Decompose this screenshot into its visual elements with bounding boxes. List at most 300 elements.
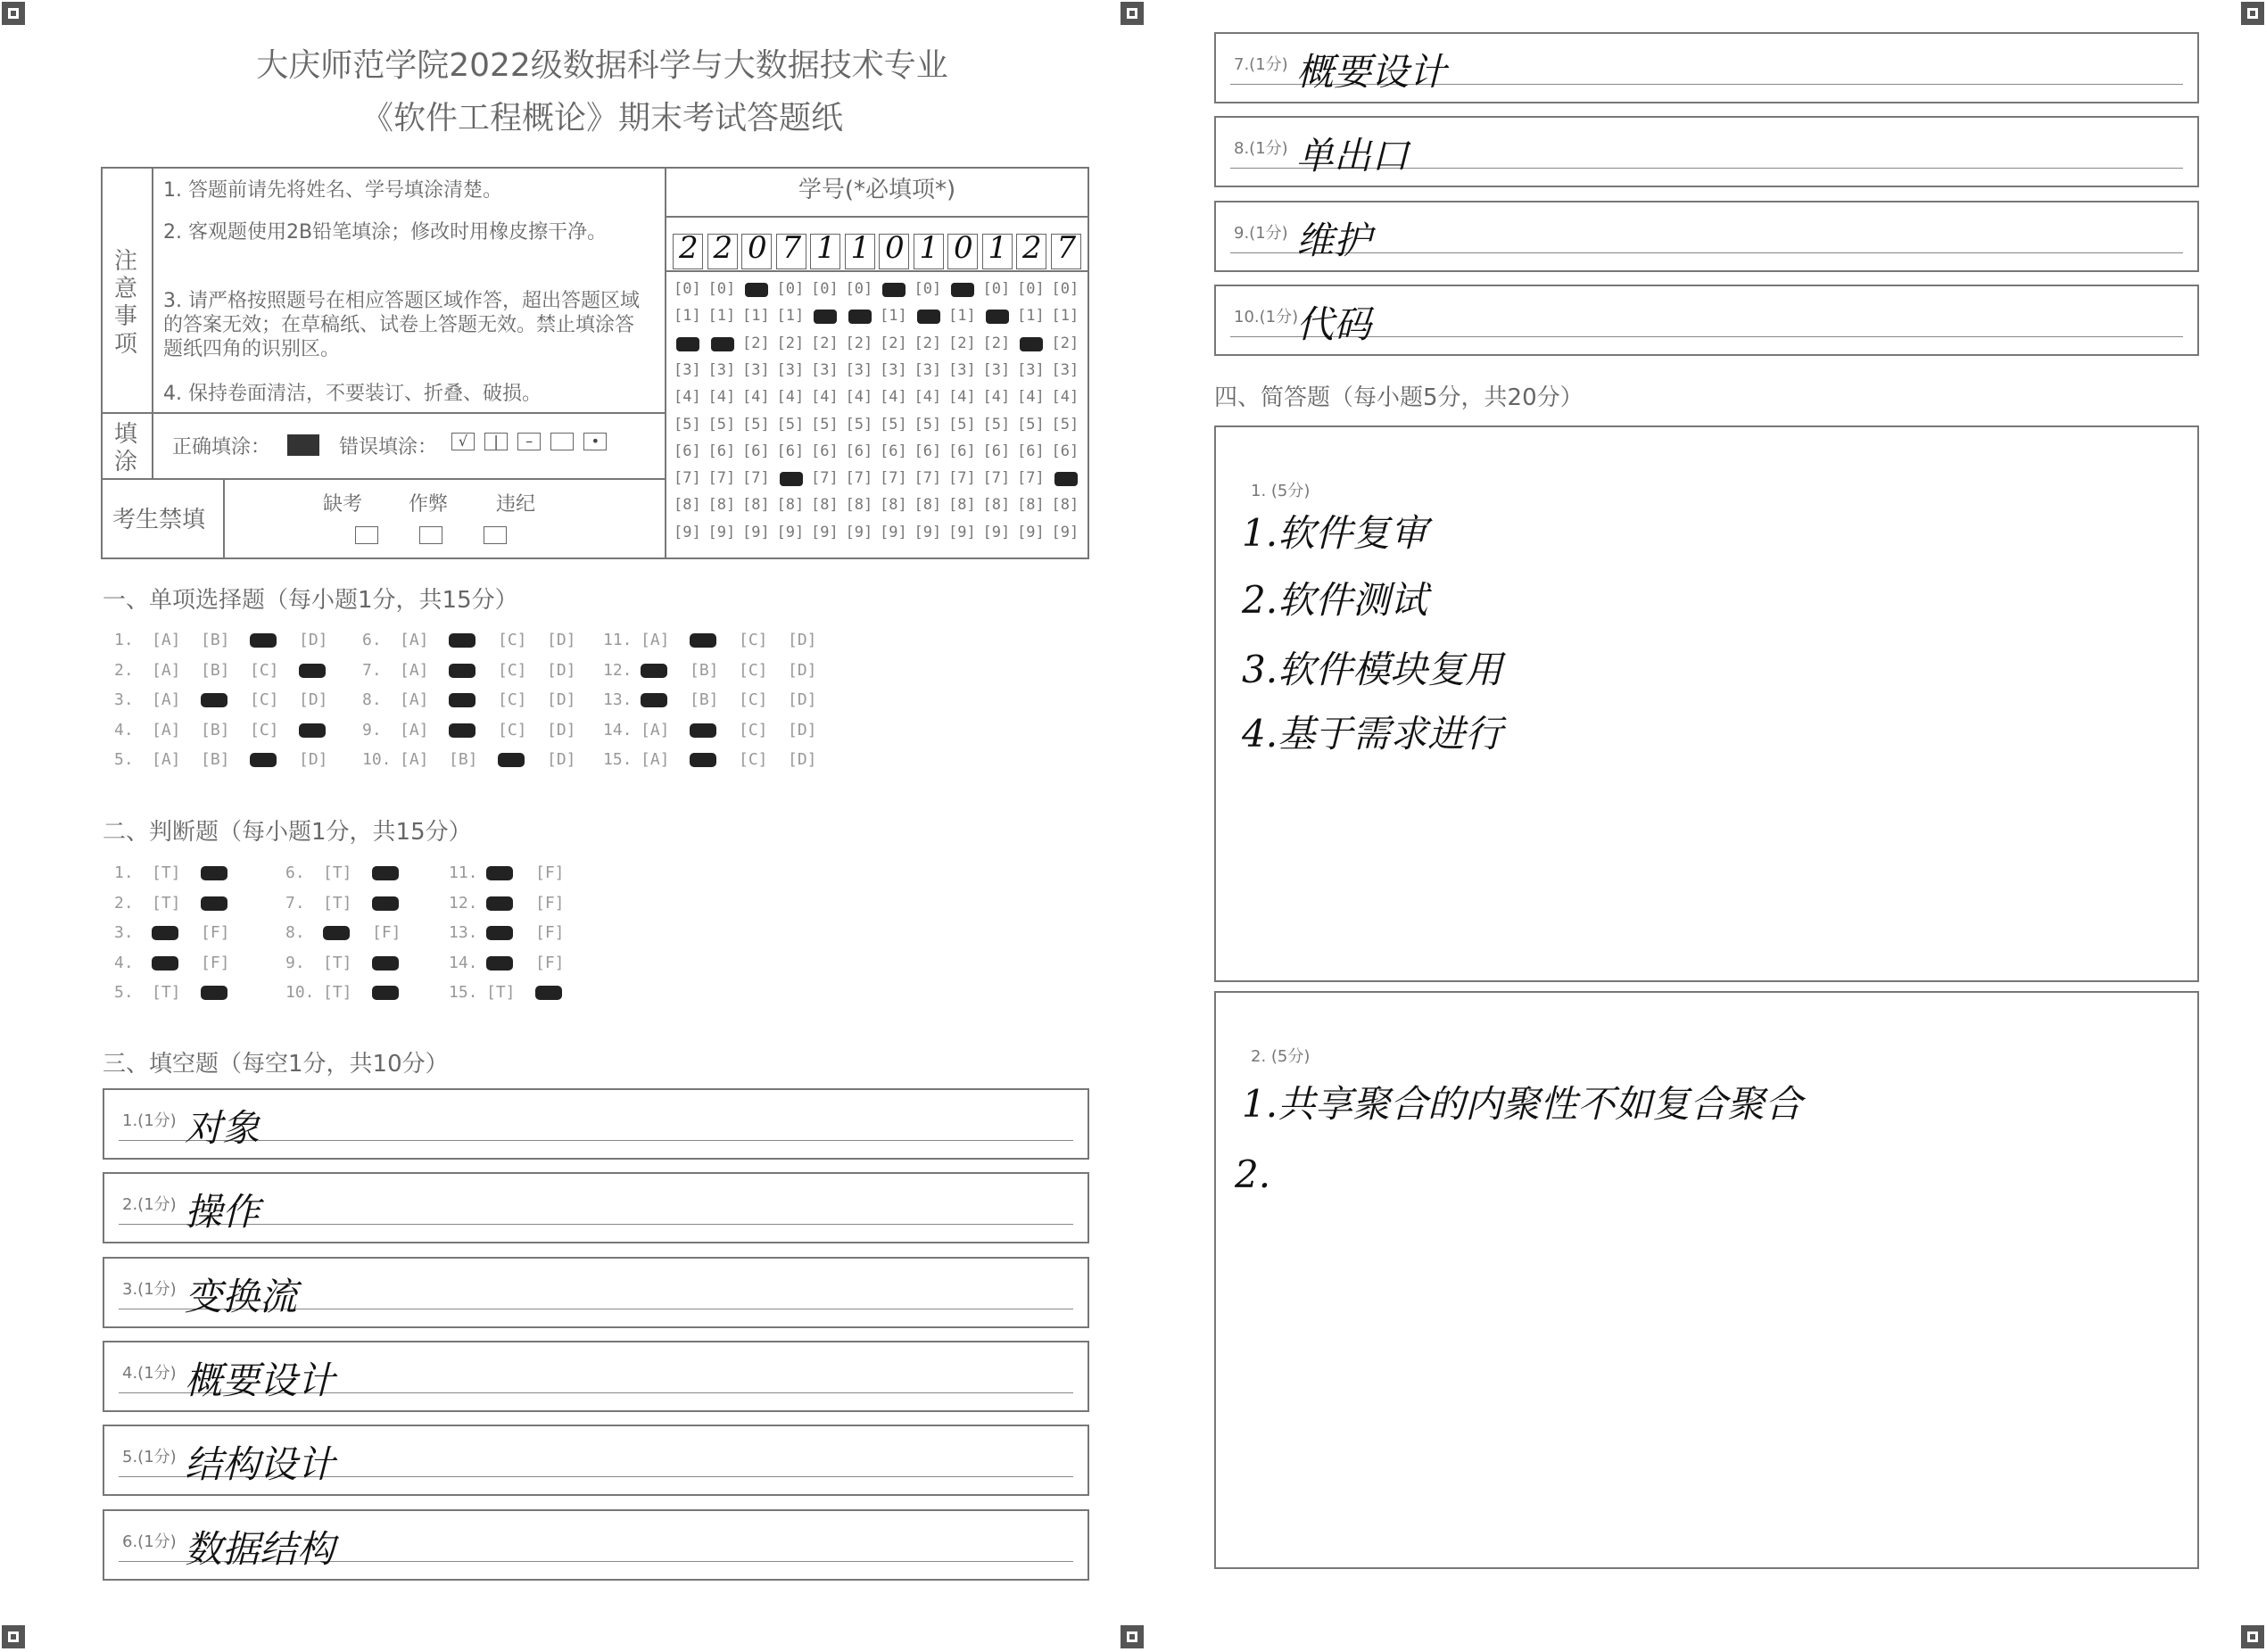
choice-question-number: 5. <box>114 750 134 770</box>
choice-option[interactable] <box>690 721 739 739</box>
student-id-bubble[interactable]: [6] <box>674 442 701 460</box>
student-id-bubble[interactable]: [1] <box>776 307 805 326</box>
judge-question-row <box>114 863 250 882</box>
choice-option[interactable] <box>690 661 739 680</box>
judge-question-number: 5. <box>114 983 134 1003</box>
student-id-bubble[interactable]: [7] <box>674 469 701 488</box>
student-id-bubble[interactable]: [0] <box>707 280 736 298</box>
student-id-bubble[interactable]: [7] <box>1017 469 1045 488</box>
choice-question-number: 14. <box>603 720 633 739</box>
choice-question-number: 15. <box>603 750 633 770</box>
choice-option-filled-mark <box>250 753 277 767</box>
choice-question-row <box>603 750 837 769</box>
student-id-bubble[interactable]: [1] <box>707 307 736 326</box>
student-id-bubble[interactable]: [9] <box>811 523 839 541</box>
judge-question-row <box>285 954 421 972</box>
choice-option-label: [A] <box>641 631 670 649</box>
student-id-bubble[interactable]: [0] <box>1051 280 1079 298</box>
student-id-bubble[interactable]: [6] <box>742 442 770 460</box>
choice-option-label: [A] <box>152 720 181 739</box>
choice-option[interactable] <box>547 690 596 709</box>
student-id-bubble-filled[interactable] <box>986 310 1009 324</box>
choice-option[interactable] <box>201 721 250 739</box>
student-id-bubble[interactable]: [2] <box>742 334 770 352</box>
wrong-fill-label: 错误填涂： <box>339 436 438 458</box>
student-id-bubble[interactable]: [3] <box>880 360 907 379</box>
proctor-checkbox-violation[interactable] <box>484 526 507 544</box>
choice-option[interactable] <box>498 750 547 769</box>
judge-option[interactable] <box>323 863 372 882</box>
student-id-bubble-filled[interactable] <box>780 472 803 486</box>
choice-option[interactable] <box>547 631 596 649</box>
student-id-bubble[interactable]: [2] <box>880 334 907 352</box>
student-id-bubble[interactable]: [6] <box>982 442 1011 460</box>
judge-question-row <box>285 894 421 913</box>
student-id-bubble-filled[interactable] <box>1020 337 1043 351</box>
student-id-bubble-filled[interactable] <box>1054 472 1078 486</box>
choice-option-label: [A] <box>400 720 429 739</box>
judge-option-filled-mark <box>535 986 562 1000</box>
student-id-bubble[interactable]: [2] <box>811 334 839 352</box>
student-id-bubble[interactable]: [2] <box>1051 334 1079 352</box>
choice-option[interactable] <box>547 661 596 680</box>
judge-question-row <box>285 983 421 1002</box>
judge-option[interactable] <box>201 894 250 913</box>
student-id-bubble[interactable]: [9] <box>742 523 770 541</box>
choice-question-row <box>114 750 348 769</box>
judge-option-label: [F] <box>535 953 565 972</box>
judge-option[interactable] <box>201 863 250 882</box>
judge-question-row <box>114 923 250 942</box>
student-id-bubble[interactable]: [0] <box>776 280 805 298</box>
student-id-bubble[interactable]: [3] <box>1017 360 1045 379</box>
student-id-bubble[interactable]: [9] <box>914 523 942 541</box>
registration-mark-bottom-left <box>2 1625 25 1648</box>
registration-mark-bottom-right <box>2241 1625 2264 1648</box>
student-id-bubble[interactable]: [5] <box>880 415 907 434</box>
student-id-bubble-filled[interactable] <box>882 283 906 297</box>
choice-option-label: [D] <box>788 750 817 770</box>
student-id-bubble[interactable]: [7] <box>742 469 770 488</box>
student-id-bubble[interactable]: [7] <box>707 469 736 488</box>
student-id-digit: 7 <box>1056 230 1077 266</box>
student-id-bubble[interactable]: [3] <box>845 360 873 379</box>
choice-option-label: [C] <box>250 690 279 710</box>
judge-option[interactable] <box>152 923 201 942</box>
student-id-bubble[interactable]: [2] <box>914 334 942 352</box>
student-id-bubble[interactable]: [7] <box>982 469 1011 488</box>
student-id-bubble[interactable]: [6] <box>776 442 805 460</box>
choice-option[interactable] <box>400 750 449 769</box>
judge-option-label: [T] <box>323 983 352 1003</box>
student-id-bubble[interactable]: [6] <box>845 442 873 460</box>
judge-option[interactable] <box>372 863 421 882</box>
proctor-label: 考生禁填 <box>112 507 206 533</box>
judge-option[interactable] <box>323 923 372 942</box>
choice-option[interactable] <box>449 750 498 769</box>
student-id-bubble[interactable]: [9] <box>1017 523 1045 541</box>
choice-option-filled-mark <box>690 753 716 767</box>
choice-option[interactable] <box>400 721 449 739</box>
student-id-bubble[interactable]: [5] <box>948 415 976 434</box>
student-id-bubble[interactable]: [8] <box>811 496 839 515</box>
choice-option[interactable] <box>152 690 201 709</box>
student-id-bubble[interactable]: [7] <box>811 469 839 488</box>
judge-question-row <box>114 894 250 913</box>
judge-option-label: [F] <box>372 923 401 943</box>
choice-option[interactable] <box>547 721 596 739</box>
judge-question-row <box>449 923 584 942</box>
choice-option[interactable] <box>449 721 498 739</box>
student-id-bubble[interactable]: [4] <box>982 388 1011 407</box>
judge-question-number: 4. <box>114 953 134 972</box>
student-id-bubble[interactable]: [3] <box>776 360 805 379</box>
student-id-bubble[interactable]: [9] <box>674 523 701 541</box>
student-id-bubble[interactable]: [1] <box>674 307 701 326</box>
judge-option[interactable] <box>372 923 421 942</box>
student-id-bubble[interactable]: [0] <box>811 280 839 298</box>
student-id-bubble[interactable]: [6] <box>1017 442 1045 460</box>
choice-option[interactable] <box>299 690 348 709</box>
choice-option-label: [C] <box>739 660 768 680</box>
choice-question-number: 6. <box>362 631 382 649</box>
student-id-digit: 2 <box>679 230 699 266</box>
student-id-bubble[interactable]: [8] <box>742 496 770 515</box>
choice-option-filled-mark <box>201 693 227 707</box>
choice-option[interactable] <box>449 690 498 709</box>
student-id-bubble[interactable]: [6] <box>948 442 976 460</box>
choice-option-label: [A] <box>400 690 429 710</box>
student-id-bubble[interactable]: [2] <box>776 334 805 352</box>
choice-option[interactable] <box>299 631 348 649</box>
student-id-bubble[interactable]: [2] <box>845 334 873 352</box>
judge-option-filled-mark <box>486 926 513 940</box>
short-answer-2-line-2: 2. <box>1235 1152 1271 1196</box>
judge-question-row <box>449 954 584 972</box>
judge-option[interactable] <box>486 923 535 942</box>
student-id-bubble[interactable]: [9] <box>776 523 805 541</box>
student-id-digit: 1 <box>816 230 836 266</box>
judge-option-label: [F] <box>201 953 230 972</box>
student-id-bubble[interactable]: [4] <box>1051 388 1079 407</box>
proctor-option-violation: 违纪 <box>496 493 536 516</box>
proctor-option-absent: 缺考 <box>323 493 363 516</box>
choice-question-row <box>603 631 837 649</box>
student-id-bubble[interactable]: [4] <box>914 388 942 407</box>
judge-option[interactable] <box>486 954 535 972</box>
student-id-bubble[interactable]: [8] <box>707 496 736 515</box>
wrong-fill-samples <box>451 432 657 458</box>
judge-option-filled-mark <box>486 896 513 911</box>
choice-option-label: [A] <box>400 631 429 649</box>
judge-option[interactable] <box>152 983 201 1002</box>
student-id-bubble[interactable]: [8] <box>880 496 907 515</box>
choice-option[interactable] <box>299 721 348 739</box>
student-id-bubble[interactable]: [8] <box>948 496 976 515</box>
choice-question-number: 11. <box>603 631 633 649</box>
notes-side-label: 注意事项 <box>114 248 138 358</box>
judge-option[interactable] <box>323 894 372 913</box>
choice-question-row <box>114 631 348 649</box>
fill-blank-underline <box>119 1140 1073 1141</box>
student-id-header: 学号(*必填项*) <box>798 177 956 203</box>
choice-option-label: [A] <box>152 631 181 649</box>
student-id-bubble[interactable]: [5] <box>776 415 805 434</box>
student-id-bubble[interactable]: [3] <box>674 360 701 379</box>
choice-option-label: [D] <box>299 631 328 649</box>
choice-question-number: 9. <box>362 720 382 739</box>
judge-option[interactable] <box>372 983 421 1002</box>
choice-option[interactable] <box>641 631 690 649</box>
judge-option[interactable] <box>323 983 372 1002</box>
student-id-digit: 2 <box>713 230 733 266</box>
choice-option[interactable] <box>299 661 348 680</box>
judge-option[interactable] <box>535 863 584 882</box>
choice-option[interactable] <box>690 690 739 709</box>
judge-option[interactable] <box>201 983 250 1002</box>
choice-option[interactable] <box>690 631 739 649</box>
choice-option[interactable] <box>250 750 299 769</box>
fill-blank-label: 7.(1分) <box>1234 55 1288 74</box>
student-id-bubble[interactable]: [5] <box>845 415 873 434</box>
student-id-bubble[interactable]: [9] <box>707 523 736 541</box>
student-id-bubble[interactable]: [9] <box>982 523 1011 541</box>
judge-question-row <box>449 863 584 882</box>
student-id-bubble-filled[interactable] <box>951 283 974 297</box>
choice-option-filled-mark <box>449 723 476 738</box>
student-id-bubble[interactable]: [3] <box>914 360 942 379</box>
student-id-bubble[interactable]: [6] <box>914 442 942 460</box>
choice-option[interactable] <box>739 661 788 680</box>
student-id-bubble[interactable]: [4] <box>880 388 907 407</box>
student-id-bubble-filled[interactable] <box>848 310 872 324</box>
choice-option[interactable] <box>250 661 299 680</box>
student-id-bubble[interactable]: [7] <box>880 469 907 488</box>
choice-option[interactable] <box>788 721 837 739</box>
student-id-bubble[interactable]: [3] <box>742 360 770 379</box>
choice-option-label: [D] <box>299 750 328 770</box>
choice-option[interactable] <box>739 631 788 649</box>
choice-option[interactable] <box>250 721 299 739</box>
proctor-checkbox-absent[interactable] <box>355 526 378 544</box>
student-id-bubble[interactable]: [5] <box>674 415 701 434</box>
judge-question-number: 9. <box>285 953 305 972</box>
choice-option[interactable] <box>641 721 690 739</box>
student-id-bubble-filled[interactable] <box>814 310 837 324</box>
student-id-bubble[interactable]: [1] <box>742 307 770 326</box>
fill-blank-answer: 对象 <box>185 1106 261 1150</box>
student-id-bubble-filled[interactable] <box>711 337 734 351</box>
student-id-bubble[interactable]: [4] <box>1017 388 1045 407</box>
choice-option[interactable] <box>201 661 250 680</box>
student-id-bubble[interactable]: [5] <box>811 415 839 434</box>
short-answer-1-line-3: 3.软件模块复用 <box>1242 648 1503 691</box>
choice-option[interactable] <box>201 750 250 769</box>
student-id-bubble[interactable]: [6] <box>880 442 907 460</box>
choice-option[interactable] <box>739 721 788 739</box>
choice-question-row <box>114 661 348 680</box>
student-id-bubble[interactable]: [0] <box>674 280 701 298</box>
student-id-bubble[interactable]: [5] <box>1017 415 1045 434</box>
judge-option[interactable] <box>486 894 535 913</box>
choice-option-label: [A] <box>152 750 181 770</box>
student-id-bubble[interactable]: [6] <box>811 442 839 460</box>
student-id-bubble[interactable]: [6] <box>707 442 736 460</box>
fill-blank-answer: 变换流 <box>185 1274 298 1318</box>
choice-option-label: [B] <box>201 720 230 739</box>
student-id-bubble[interactable]: [7] <box>914 469 942 488</box>
choice-option-filled-mark <box>498 753 525 767</box>
choice-option[interactable] <box>690 750 739 769</box>
student-id-bubble[interactable]: [3] <box>948 360 976 379</box>
student-id-bubble[interactable]: [5] <box>1051 415 1079 434</box>
choice-option[interactable] <box>788 690 837 709</box>
student-id-bubble[interactable]: [4] <box>707 388 736 407</box>
student-id-bubble[interactable]: [2] <box>948 334 976 352</box>
student-id-bubble[interactable]: [0] <box>845 280 873 298</box>
choice-option[interactable] <box>400 661 449 680</box>
choice-option[interactable] <box>788 750 837 769</box>
judge-question-number: 7. <box>285 893 305 913</box>
student-id-bubble[interactable]: [8] <box>982 496 1011 515</box>
judge-option[interactable] <box>535 983 584 1002</box>
choice-option-filled-mark <box>641 664 667 678</box>
student-id-bubble[interactable]: [4] <box>742 388 770 407</box>
judge-option[interactable] <box>201 923 250 942</box>
student-id-bubble[interactable]: [8] <box>845 496 873 515</box>
judge-option-filled-mark <box>372 986 399 1000</box>
student-id-bubble-filled[interactable] <box>745 283 768 297</box>
short-answer-1-line-1: 1.软件复审 <box>1242 511 1428 555</box>
student-id-bubble[interactable]: [8] <box>914 496 942 515</box>
choice-question-row <box>362 750 596 769</box>
judge-option[interactable] <box>535 923 584 942</box>
choice-option-label: [A] <box>400 660 429 680</box>
correct-fill-label: 正确填涂： <box>172 436 271 458</box>
judge-option-filled-mark <box>372 896 399 911</box>
choice-option[interactable] <box>641 690 690 709</box>
judge-option[interactable] <box>152 894 201 913</box>
student-id-bubble[interactable]: [5] <box>982 415 1011 434</box>
choice-option[interactable] <box>400 631 449 649</box>
choice-option[interactable] <box>498 721 547 739</box>
judge-question-row <box>449 894 584 913</box>
student-id-bubble[interactable]: [3] <box>982 360 1011 379</box>
wrong-fill-dot: • <box>583 433 607 450</box>
student-id-bubble[interactable]: [0] <box>1017 280 1045 298</box>
choice-option[interactable] <box>250 690 299 709</box>
student-id-bubble[interactable]: [7] <box>845 469 873 488</box>
student-id-bubble[interactable]: [3] <box>811 360 839 379</box>
student-id-bubble[interactable]: [0] <box>914 280 942 298</box>
student-id-bubble[interactable]: [5] <box>707 415 736 434</box>
choice-option[interactable] <box>641 750 690 769</box>
student-id-bubble[interactable]: [9] <box>845 523 873 541</box>
choice-option[interactable] <box>152 721 201 739</box>
student-id-bubble[interactable]: [8] <box>776 496 805 515</box>
choice-option[interactable] <box>449 631 498 649</box>
student-id-bubble[interactable]: [4] <box>948 388 976 407</box>
judge-option[interactable] <box>201 954 250 972</box>
registration-mark-top-right <box>2241 2 2264 25</box>
choice-option[interactable] <box>299 750 348 769</box>
choice-option[interactable] <box>788 631 837 649</box>
choice-option[interactable] <box>641 661 690 680</box>
choice-option-label: [A] <box>641 750 670 770</box>
choice-option-label: [D] <box>788 631 817 649</box>
choice-option[interactable] <box>547 750 596 769</box>
judge-option[interactable] <box>535 894 584 913</box>
choice-option[interactable] <box>498 661 547 680</box>
student-id-bubble[interactable]: [4] <box>776 388 805 407</box>
choice-option[interactable] <box>201 631 250 649</box>
choice-option[interactable] <box>498 690 547 709</box>
student-id-digit: 1 <box>850 230 871 266</box>
student-id-bubble[interactable]: [9] <box>880 523 907 541</box>
judge-option[interactable] <box>486 983 535 1002</box>
choice-option[interactable] <box>400 690 449 709</box>
student-id-bubble[interactable]: [9] <box>948 523 976 541</box>
choice-option[interactable] <box>201 690 250 709</box>
student-id-bubble[interactable]: [0] <box>982 280 1011 298</box>
fill-blank-label: 8.(1分) <box>1234 139 1288 159</box>
choice-option[interactable] <box>498 631 547 649</box>
student-id-bubble[interactable]: [4] <box>811 388 839 407</box>
judge-option[interactable] <box>372 894 421 913</box>
choice-option[interactable] <box>152 750 201 769</box>
fill-blank-answer: 单出口 <box>1296 134 1410 178</box>
judge-option[interactable] <box>535 954 584 972</box>
student-id-bubble[interactable]: [1] <box>1017 307 1045 326</box>
student-id-bubble[interactable]: [3] <box>707 360 736 379</box>
student-id-bubble[interactable]: [3] <box>1051 360 1079 379</box>
choice-option[interactable] <box>449 661 498 680</box>
choice-option[interactable] <box>788 661 837 680</box>
choice-option-label: [C] <box>250 660 279 680</box>
student-id-bubble[interactable]: [8] <box>1051 496 1079 515</box>
judge-option[interactable] <box>323 954 372 972</box>
student-id-bubble[interactable]: [4] <box>845 388 873 407</box>
proctor-checkbox-cheat[interactable] <box>419 526 442 544</box>
student-id-bubble[interactable]: [8] <box>1017 496 1045 515</box>
judge-option[interactable] <box>372 954 421 972</box>
judge-option[interactable] <box>486 863 535 882</box>
student-id-bubble[interactable]: [5] <box>914 415 942 434</box>
student-id-bubble[interactable]: [7] <box>948 469 976 488</box>
student-id-bubble[interactable]: [6] <box>1051 442 1079 460</box>
judge-option[interactable] <box>152 954 201 972</box>
choice-option[interactable] <box>739 690 788 709</box>
choice-question-row <box>114 690 348 709</box>
student-id-bubble-filled[interactable] <box>917 310 940 324</box>
judge-option[interactable] <box>152 863 201 882</box>
student-id-bubble[interactable]: [9] <box>1051 523 1079 541</box>
student-id-bubble[interactable]: [1] <box>880 307 907 326</box>
choice-option[interactable] <box>152 661 201 680</box>
student-id-bubble[interactable]: [5] <box>742 415 770 434</box>
choice-option[interactable] <box>250 631 299 649</box>
choice-option-label: [D] <box>547 631 576 649</box>
student-id-bubble[interactable]: [8] <box>674 496 701 515</box>
choice-option-filled-mark <box>641 693 667 707</box>
student-id-bubble[interactable]: [1] <box>948 307 976 326</box>
student-id-bubble[interactable]: [4] <box>674 388 701 407</box>
choice-option[interactable] <box>152 631 201 649</box>
student-id-bubble[interactable]: [1] <box>1051 307 1079 326</box>
choice-option[interactable] <box>739 750 788 769</box>
student-id-bubble[interactable]: [2] <box>982 334 1011 352</box>
student-id-bubble-filled[interactable] <box>676 337 699 351</box>
